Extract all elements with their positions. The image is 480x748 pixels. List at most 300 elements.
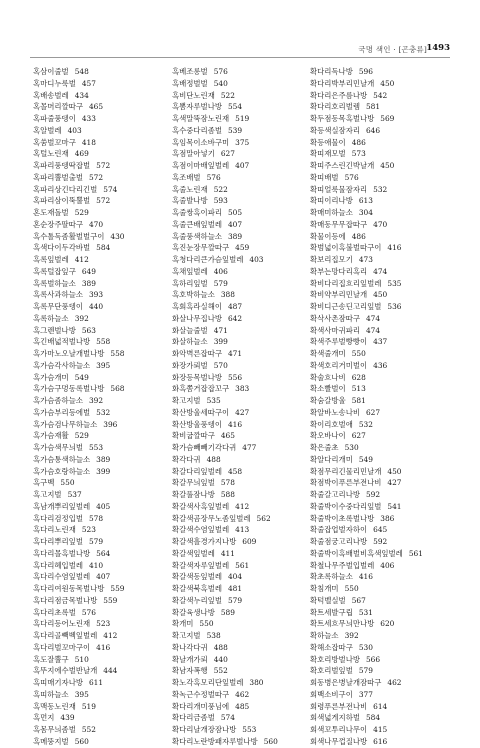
index-entry — [172, 289, 300, 301]
entry-name: 혹배송벌레 — [33, 90, 69, 100]
entry-page: 550 — [344, 584, 359, 593]
entry-page: 560 — [74, 736, 89, 746]
index-entry — [310, 665, 438, 677]
entry-name: 확각다귀 — [172, 454, 201, 464]
entry-page: 613 — [358, 196, 373, 206]
index-entry — [172, 372, 300, 384]
index-entry — [310, 383, 438, 395]
entry-name: 흑점이마배잎벌레 — [172, 161, 230, 170]
index-entry — [310, 548, 438, 560]
entry-page: 609 — [242, 537, 257, 546]
entry-page: 616 — [373, 736, 388, 746]
entry-name: 흑다리벌꼬마구이 — [33, 642, 91, 652]
entry-page: 488 — [206, 454, 221, 464]
entry-name: 흑구벡 — [33, 478, 55, 488]
index-entry — [310, 430, 438, 442]
entry-page: 389 — [96, 454, 111, 464]
index-entry — [33, 207, 161, 219]
entry-name: 확다리금좀벌 — [172, 713, 215, 723]
entry-name: 흑비단노린재 — [172, 90, 215, 100]
index-entry — [33, 101, 161, 113]
index-entry — [172, 595, 300, 607]
index-entry — [310, 184, 438, 196]
entry-name: 확줄박이수중다리잎벌 — [310, 501, 382, 511]
entry-name: 회색꼬투리나무이 — [310, 725, 368, 734]
index-entry — [310, 701, 438, 713]
index-entry — [172, 430, 300, 442]
index-entry — [33, 736, 161, 748]
entry-page: 393 — [88, 290, 104, 300]
index-entry — [172, 548, 300, 560]
index-entry — [33, 724, 161, 736]
entry-page: 377 — [358, 689, 373, 699]
entry-name: 확갈육생나방 — [172, 607, 215, 617]
entry-name: 흑회흑라실해이 — [172, 302, 222, 311]
entry-page: 470 — [88, 219, 104, 229]
index-column-2 — [172, 66, 300, 748]
entry-page: 486 — [351, 231, 366, 241]
entry-page: 561 — [408, 548, 423, 558]
index-entry — [172, 325, 300, 337]
entry-page: 403 — [249, 255, 264, 264]
index-entry — [33, 383, 161, 395]
entry-name: 흑수중다리좀벌 — [172, 125, 222, 135]
entry-page: 416 — [358, 572, 373, 582]
entry-name: 흑먼지 — [33, 713, 55, 723]
entry-name: 흑다리노린재 — [33, 525, 76, 535]
entry-name: 확비굽깔따구 — [172, 431, 215, 441]
index-entry — [310, 583, 438, 595]
entry-name: 혹파리상긴다리긴벌 — [33, 184, 98, 194]
index-entry — [172, 524, 300, 536]
entry-name: 확갈무늬잎벌 — [172, 478, 215, 488]
entry-name: 확등애물이 — [310, 137, 346, 147]
page-number: 1493 — [426, 43, 450, 53]
index-entry — [310, 172, 438, 184]
index-entry — [310, 736, 438, 748]
entry-name: 흑다리점금목벌나방 — [33, 595, 98, 605]
index-entry — [310, 618, 438, 630]
entry-name: 흑몸무늬좀벌 — [33, 725, 76, 734]
entry-page: 412 — [74, 255, 89, 264]
entry-page: 437 — [373, 337, 388, 347]
entry-page: 589 — [220, 607, 235, 617]
index-entry — [172, 536, 300, 548]
entry-name: 확줄박이초록벌나방 — [310, 513, 375, 523]
index-entry — [33, 195, 161, 207]
entry-page: 383 — [235, 384, 250, 394]
entry-name: 확점무리긴물리민날개 — [310, 466, 382, 476]
entry-name: 확띠배벌 — [310, 172, 339, 182]
index-entry — [310, 125, 438, 137]
entry-page: 471 — [213, 325, 228, 335]
entry-page: 549 — [74, 372, 89, 382]
entry-page: 596 — [358, 67, 373, 76]
entry-page: 459 — [235, 243, 250, 253]
index-entry — [310, 442, 438, 454]
entry-name: 흑다리뿌리잎벌 — [33, 537, 83, 546]
entry-name: 혹파줄풍뎅이 — [33, 114, 76, 123]
entry-name: 확알다리개미 — [310, 454, 353, 464]
entry-name: 흑가마노오날개벌나방 — [33, 349, 105, 358]
entry-name: 흑록잎벌레 — [33, 255, 69, 264]
entry-name: 흑다리혜입벌레 — [33, 560, 83, 570]
entry-name: 확노각흑모리단잎벌레 — [172, 678, 244, 687]
entry-page: 474 — [373, 266, 388, 276]
entry-name: 확매미하늘소 — [310, 208, 353, 217]
entry-page: 513 — [351, 384, 366, 394]
entry-name: 확범넓이흑불벌따구이 — [310, 243, 382, 253]
index-entry — [310, 454, 438, 466]
index-entry — [310, 642, 438, 654]
entry-page: 561 — [235, 560, 250, 570]
entry-page: 538 — [206, 631, 221, 640]
entry-name: 혼순장주딸따구 — [33, 219, 83, 229]
index-entry — [172, 618, 300, 630]
entry-page: 558 — [110, 349, 125, 358]
entry-page: 418 — [81, 137, 96, 147]
entry-name: 확갈풀잠나방 — [172, 490, 215, 499]
entry-page: 380 — [249, 678, 264, 687]
index-entry — [33, 501, 161, 513]
entry-name: 확색사마귀파리 — [310, 325, 360, 335]
entry-page: 530 — [344, 443, 359, 452]
index-entry — [33, 219, 161, 231]
entry-name: 화살늘줄벌 — [172, 325, 208, 335]
entry-name: 흑가슴호랑하늘소 — [33, 466, 91, 476]
entry-page: 569 — [380, 114, 395, 123]
entry-name: 확소빨벌이 — [310, 384, 346, 394]
entry-name: 확갈색수염잎벌레 — [172, 525, 230, 535]
entry-name: 확갈색자루잎벌레 — [172, 560, 230, 570]
index-entry — [33, 665, 161, 677]
entry-name: 혼도재돌벌 — [33, 208, 69, 217]
entry-page: 474 — [365, 325, 381, 335]
entry-name: 흑베조롱벌 — [172, 67, 208, 76]
index-entry — [172, 466, 300, 478]
entry-page: 620 — [380, 619, 395, 629]
entry-page: 440 — [88, 302, 104, 311]
index-entry — [172, 219, 300, 231]
index-entry — [33, 313, 161, 325]
entry-page: 523 — [81, 525, 96, 535]
index-entry — [172, 513, 300, 525]
entry-page: 304 — [358, 208, 373, 217]
entry-name: 확갈색누리잎벌 — [172, 595, 222, 605]
entry-page: 566 — [365, 654, 381, 664]
index-entry — [310, 301, 438, 313]
entry-page: 488 — [213, 642, 228, 652]
entry-name: 확산방울풍뎅이 — [172, 419, 222, 429]
index-entry — [172, 489, 300, 501]
index-entry — [172, 254, 300, 266]
entry-name: 화장등목벌나방 — [172, 372, 222, 382]
index-entry — [33, 654, 161, 666]
index-entry — [172, 607, 300, 619]
entry-page: 532 — [373, 184, 388, 194]
entry-name: 흑호박하늘소 — [172, 290, 215, 300]
entry-name: 화살나무집나방 — [172, 313, 222, 323]
entry-page: 411 — [220, 548, 235, 558]
entry-name: 확줄갈고리나방 — [310, 490, 360, 499]
index-entry — [33, 325, 161, 337]
entry-name: 확나각다귀 — [172, 642, 208, 652]
entry-page: 572 — [96, 196, 111, 206]
entry-name: 흑줄쌍흑이파리 — [172, 208, 222, 217]
entry-name: 확하늘소 — [310, 631, 339, 640]
entry-page: 556 — [227, 372, 243, 382]
entry-page: 578 — [88, 513, 104, 523]
entry-name: 확띠주스린긴박날개 — [310, 161, 375, 170]
entry-name: 흑가슴재활 — [33, 431, 69, 441]
entry-page: 574 — [220, 713, 235, 723]
entry-page: 627 — [365, 407, 381, 417]
entry-name: 흑색말뚝잠노린재 — [172, 114, 230, 123]
entry-page: 406 — [213, 266, 228, 276]
index-entry — [33, 137, 161, 149]
index-entry — [172, 383, 300, 395]
index-entry — [33, 419, 161, 431]
entry-page: 462 — [387, 678, 402, 687]
entry-name: 확술흐나비 — [310, 372, 346, 382]
entry-page: 392 — [344, 631, 359, 640]
entry-page: 579 — [358, 666, 373, 676]
index-entry — [33, 148, 161, 160]
index-entry — [310, 336, 438, 348]
index-entry — [310, 325, 438, 337]
entry-page: 416 — [96, 642, 111, 652]
entry-page: 399 — [213, 337, 228, 347]
entry-page: 646 — [365, 125, 381, 135]
entry-name: 확갈색동잎벌레 — [172, 572, 222, 582]
entry-page: 510 — [74, 654, 89, 664]
entry-name: 흑배정벌벌 — [172, 78, 208, 88]
entry-page: 550 — [351, 349, 366, 358]
entry-name: 확날개가뢰 — [172, 654, 208, 664]
entry-name: 확줄점궁고리나방 — [310, 537, 368, 546]
entry-name: 확부는망다리흑리 — [310, 266, 368, 276]
index-entry — [310, 348, 438, 360]
index-entry — [33, 430, 161, 442]
entry-name: 확다리은주름나방 — [310, 90, 368, 100]
index-entry — [310, 466, 438, 478]
entry-name: 흑뚜지에수벌반날개 — [33, 666, 98, 676]
index-entry — [33, 78, 161, 90]
index-entry — [310, 607, 438, 619]
entry-page: 465 — [88, 102, 104, 112]
entry-name: 흑다리수염잎벌레 — [33, 572, 91, 582]
entry-name: 확해소잡따구 — [310, 642, 353, 652]
entry-name: 확은줄초 — [310, 443, 339, 452]
index-entry — [172, 231, 300, 243]
entry-page: 416 — [387, 243, 402, 253]
entry-name: 흑줄발나방 — [172, 196, 208, 206]
index-entry — [310, 289, 438, 301]
index-entry — [33, 172, 161, 184]
entry-page: 450 — [380, 161, 395, 170]
entry-page: 392 — [88, 396, 104, 405]
index-entry — [33, 254, 161, 266]
entry-name: 흑가슴좀하늘소 — [33, 396, 83, 405]
index-entry — [33, 278, 161, 290]
entry-name: 확물이등에 — [310, 231, 346, 241]
entry-page: 395 — [74, 689, 89, 699]
entry-name: 흑가슴검나무하늘소 — [33, 419, 98, 429]
entry-name: 화흑쫌거잡잡꼬구 — [172, 384, 230, 394]
index-entry — [33, 712, 161, 724]
entry-name: 흑가슴개미 — [33, 372, 69, 382]
entry-page: 462 — [235, 689, 250, 699]
index-entry — [172, 336, 300, 348]
index-entry — [172, 477, 300, 489]
entry-page: 471 — [227, 349, 243, 358]
index-entry — [33, 548, 161, 560]
entry-page: 574 — [103, 184, 118, 194]
index-entry — [172, 266, 300, 278]
entry-name: 흑다리여원동목벌나방 — [33, 584, 105, 593]
entry-name: 확개미 — [172, 619, 194, 629]
index-entry — [33, 524, 161, 536]
entry-page: 436 — [373, 360, 388, 370]
entry-name: 확비다리집흐리잎벌레 — [310, 278, 382, 288]
index-entry — [172, 419, 300, 431]
entry-page: 389 — [81, 278, 96, 288]
entry-name: 흑줄풍색하늘소 — [172, 231, 222, 241]
entry-name: 흑하리잎벌 — [172, 278, 208, 288]
entry-name: 흑가슴구멍동록벌나방 — [33, 384, 105, 394]
entry-name: 흑색다이두각바벌 — [33, 243, 91, 253]
index-entry — [172, 313, 300, 325]
entry-page: 576 — [81, 607, 96, 617]
entry-page: 614 — [373, 701, 388, 711]
index-entry — [33, 560, 161, 572]
index-entry — [33, 689, 161, 701]
entry-page: 465 — [220, 431, 235, 441]
entry-name: 흑남개뿌리잎벌레 — [33, 501, 91, 511]
index-entry — [310, 407, 438, 419]
entry-page: 406 — [380, 560, 395, 570]
index-entry — [310, 630, 438, 642]
entry-name: 확고지벌 — [172, 631, 201, 640]
index-entry — [310, 571, 438, 583]
entry-name: 흑다리초록벌 — [33, 607, 76, 617]
entry-name: 흑메뚱지벌 — [33, 736, 69, 746]
entry-name: 확비디근송딘고리잎벌 — [310, 302, 382, 311]
entry-page: 450 — [380, 78, 395, 88]
index-entry — [172, 712, 300, 724]
index-entry — [310, 207, 438, 219]
entry-name: 흑수톨독좀활벌벌구이 — [33, 231, 105, 241]
index-entry — [310, 360, 438, 372]
entry-name: 확트세발구립 — [310, 607, 353, 617]
entry-name: 흑줄큰배잎벌레 — [172, 219, 222, 229]
entry-name: 확두점동목흑벌나방 — [310, 114, 375, 123]
entry-page: 568 — [110, 384, 125, 394]
index-entry — [172, 571, 300, 583]
entry-page: 563 — [81, 325, 96, 335]
index-entry — [310, 101, 438, 113]
entry-name: 흑그렌벌나방 — [33, 325, 76, 335]
entry-page: 567 — [351, 595, 366, 605]
index-entry — [33, 90, 161, 102]
index-entry — [310, 536, 438, 548]
entry-name: 확삭사촌잠따구 — [310, 313, 360, 323]
entry-page: 386 — [380, 513, 395, 523]
entry-page: 564 — [96, 548, 111, 558]
index-entry — [33, 454, 161, 466]
entry-name: 확철나무주벌입벌레 — [310, 560, 375, 570]
index-entry — [310, 195, 438, 207]
entry-page: 444 — [103, 666, 118, 676]
entry-name: 확숨갈방울 — [310, 396, 346, 405]
entry-name: 확초록하늘소 — [310, 572, 353, 582]
entry-name: 흑맥동노린재 — [33, 701, 76, 711]
entry-page: 529 — [74, 208, 89, 217]
entry-page: 416 — [227, 419, 243, 429]
entry-name: 확점박이푸른부전나비 — [310, 478, 382, 488]
entry-page: 578 — [220, 478, 235, 488]
index-entry — [33, 125, 161, 137]
entry-name: 흑가슴각사하늘소 — [33, 360, 91, 370]
entry-page: 396 — [103, 419, 118, 429]
index-entry — [310, 137, 438, 149]
entry-page: 552 — [213, 666, 228, 676]
index-entry — [172, 395, 300, 407]
entry-name: 확색주루벌빵빵이 — [310, 337, 368, 347]
entry-page: 457 — [81, 78, 96, 88]
index-entry — [172, 454, 300, 466]
entry-name: 흑뽐자루벌나방 — [172, 102, 222, 112]
entry-name: 흑줄노린재 — [172, 184, 208, 194]
entry-page: 413 — [235, 525, 250, 535]
index-entry — [310, 231, 438, 243]
entry-name: 흑도잘뿔구 — [33, 654, 69, 664]
entry-name: 확다리박부리민날개 — [310, 78, 375, 88]
index-entry — [172, 501, 300, 513]
entry-name: 회색나무껍질나방 — [310, 736, 368, 746]
index-entry — [310, 595, 438, 607]
entry-name: 화살하늘소 — [172, 337, 208, 347]
index-entry — [33, 407, 161, 419]
index-entry — [310, 395, 438, 407]
entry-page: 407 — [235, 161, 250, 170]
entry-page: 427 — [235, 407, 250, 417]
entry-page: 529 — [74, 431, 89, 441]
entry-name: 흑진눈장무깔따구 — [172, 243, 230, 253]
entry-name: 혹몰머리깔따구 — [33, 102, 83, 112]
entry-name: 흑긴배넓적벌나방 — [33, 337, 91, 347]
entry-page: 539 — [227, 125, 243, 135]
entry-name: 확다리노란방패자루벌나방 — [172, 736, 258, 746]
entry-page: 470 — [373, 219, 388, 229]
entry-name: 흑다리몰흑벌나방 — [33, 548, 91, 558]
index-entry — [172, 654, 300, 666]
entry-name: 혹알벌레 — [33, 125, 62, 135]
index-entry — [310, 654, 438, 666]
entry-name: 확오바나이 — [310, 431, 346, 441]
entry-page: 481 — [227, 584, 243, 593]
entry-name: 화악벽른잡따구 — [172, 349, 222, 358]
index-entry — [172, 665, 300, 677]
index-entry — [310, 501, 438, 513]
index-entry — [310, 148, 438, 160]
index-entry — [33, 701, 161, 713]
index-entry — [310, 419, 438, 431]
entry-page: 584 — [365, 713, 381, 723]
index-entry — [172, 630, 300, 642]
entry-page: 487 — [227, 302, 243, 311]
entry-name: 혹파리풍뎅딱잡벌 — [33, 161, 91, 170]
